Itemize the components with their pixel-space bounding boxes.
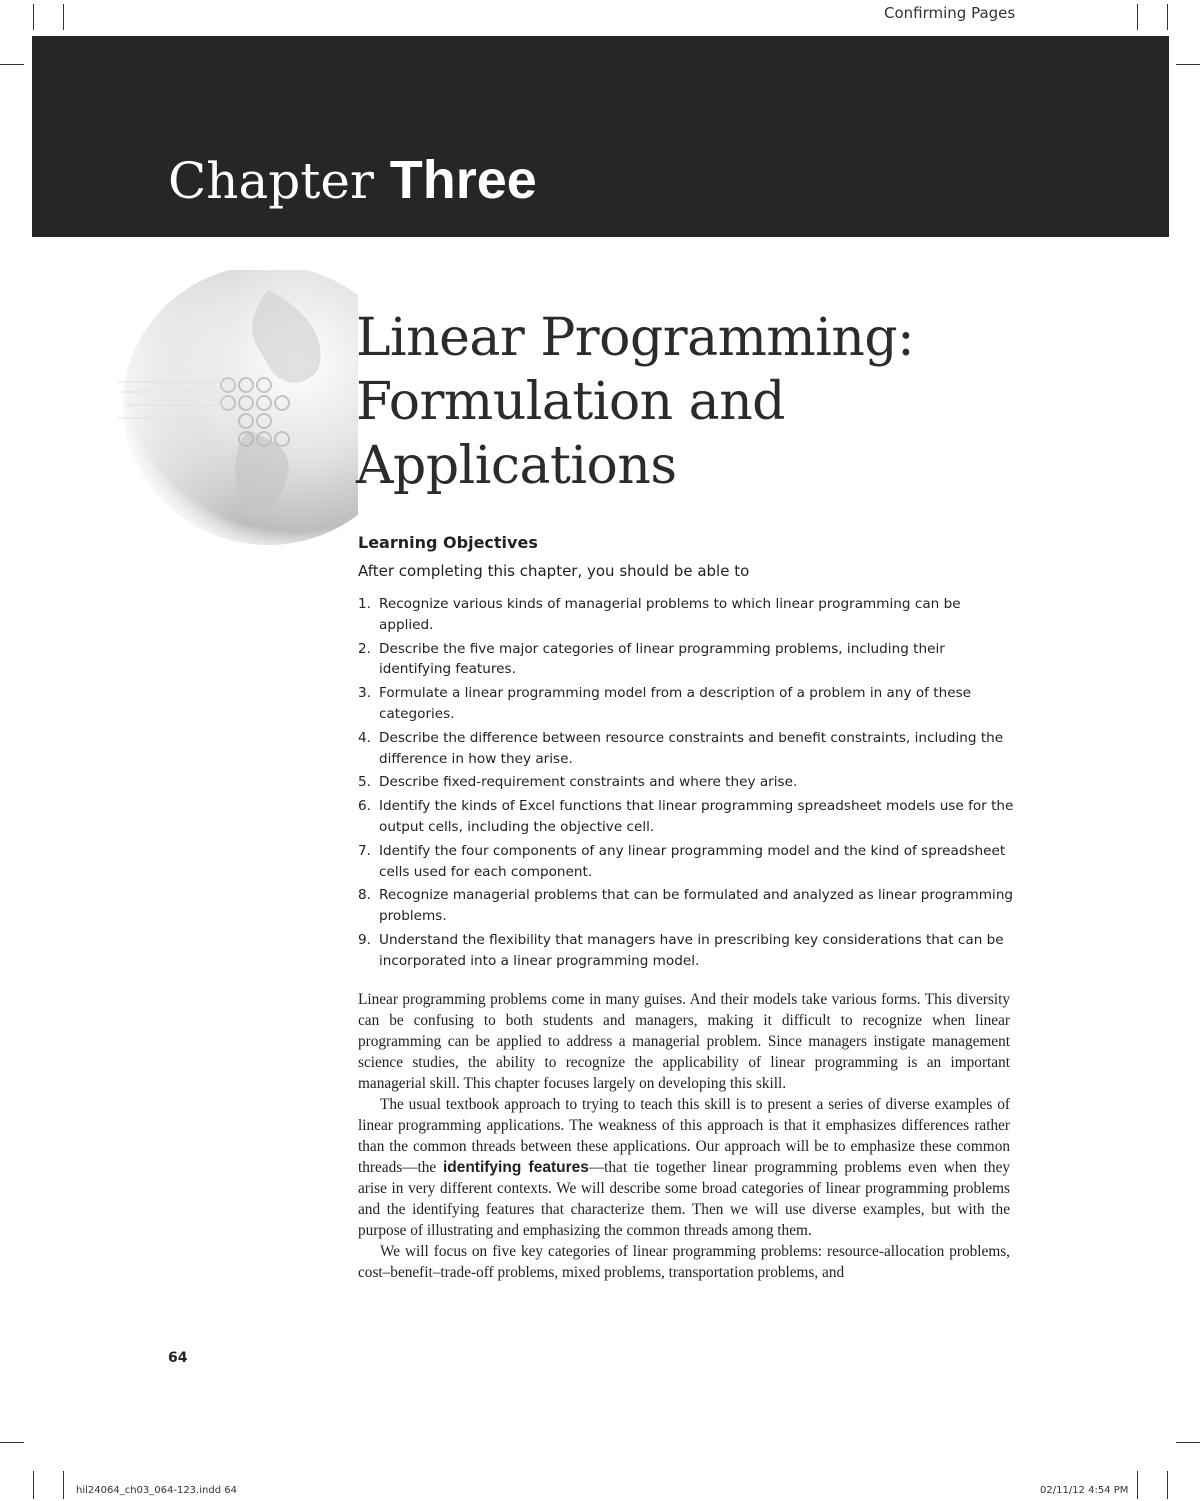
list-item: 9. Understand the flexibility that managers have in prescribing key considerations that can be incorporated into a linear programming model. xyxy=(358,931,1004,969)
globe-illustration xyxy=(118,270,358,550)
page-number: 64 xyxy=(168,1350,188,1366)
crop-mark xyxy=(63,4,64,30)
crop-mark xyxy=(1167,1471,1168,1499)
confirming-pages-label: Confirming Pages xyxy=(884,4,1016,22)
list-item: 5. Describe fixed-requirement constraints and where they arise. xyxy=(358,774,798,791)
chapter-number: Three xyxy=(389,150,537,210)
crop-mark xyxy=(63,1471,64,1499)
chapter-title xyxy=(356,306,914,498)
paragraph: The usual textbook approach to trying to teach this skill is to present a series of diverse examples of linear programming applications. The weakness of this approach is that it emphasizes differences rather than the common threads between these applications. Our approach will be to emphasize these common threads—the identifying features—that tie together linear programming problems even when they arise in very different contexts. We will describe some broad categories of linear programming problems and the identifying features that characterize them. Then we will use diverse examples, but with the purpose of illustrating and emphasizing the common threads among them. xyxy=(358,1096,1011,1239)
crop-mark xyxy=(0,1442,24,1443)
paragraph: Linear programming problems come in many guises. And their models take various forms. This diversity can be confusing to both students and managers, making it difficult to recognize when linear programming can be applied to address a managerial problem. Since managers instigate management science studies, the ability to recognize the applicability of linear programming is an important managerial skill. This chapter focuses largely on developing this skill. xyxy=(358,991,1010,1092)
file-slug: hil24064_ch03_064-123.indd 64 xyxy=(76,1485,237,1496)
list-item: 6. Identify the kinds of Excel functions that linear programming spreadsheet models use for the output cells, including the objective cell. xyxy=(358,798,1014,835)
body-text xyxy=(358,989,1010,1283)
crop-mark xyxy=(1176,1442,1200,1443)
crop-mark xyxy=(1176,64,1200,65)
crop-mark xyxy=(33,1471,34,1499)
date-slug: 02/11/12 4:54 PM xyxy=(1040,1485,1129,1496)
crop-mark xyxy=(0,64,24,65)
title-line: Linear Programming: xyxy=(356,308,915,368)
title-line: Applications xyxy=(356,436,677,496)
list-item: 8. Recognize managerial problems that can be formulated and analyzed as linear programming problems. xyxy=(358,887,1014,925)
list-item: 4. Describe the difference between resource constraints and benefit constraints, including the difference in how they arise. xyxy=(358,729,1004,767)
title-line: Formulation and xyxy=(356,372,785,432)
crop-mark xyxy=(1137,4,1138,30)
learning-objectives-list xyxy=(358,594,1018,975)
crop-mark xyxy=(33,4,34,30)
chapter-heading xyxy=(168,148,537,213)
key-term: identifying features xyxy=(442,1159,589,1176)
learning-objectives-heading: Learning Objectives xyxy=(358,533,538,552)
list-item: 3. Formulate a linear programming model from a description of a problem in any of these categories. xyxy=(358,685,972,722)
list-item: 7. Identify the four components of any linear programming model and the kind of spreadsheet cells used for each component. xyxy=(358,842,1006,880)
list-item: 1. Recognize various kinds of managerial problems to which linear programming can be applied. xyxy=(358,596,961,633)
learning-objectives-intro: After completing this chapter, you should be able to xyxy=(358,562,750,580)
chapter-word: Chapter xyxy=(168,152,374,210)
list-item: 2. Describe the five major categories of linear programming problems, including their identifying features. xyxy=(358,640,945,678)
crop-mark xyxy=(1137,1471,1138,1499)
paragraph: We will focus on five key categories of linear programming problems: resource-allocation problems, cost–benefit–trade-off problems, mixed problems, transportation problems, and xyxy=(358,1243,1010,1281)
crop-mark xyxy=(1167,4,1168,30)
